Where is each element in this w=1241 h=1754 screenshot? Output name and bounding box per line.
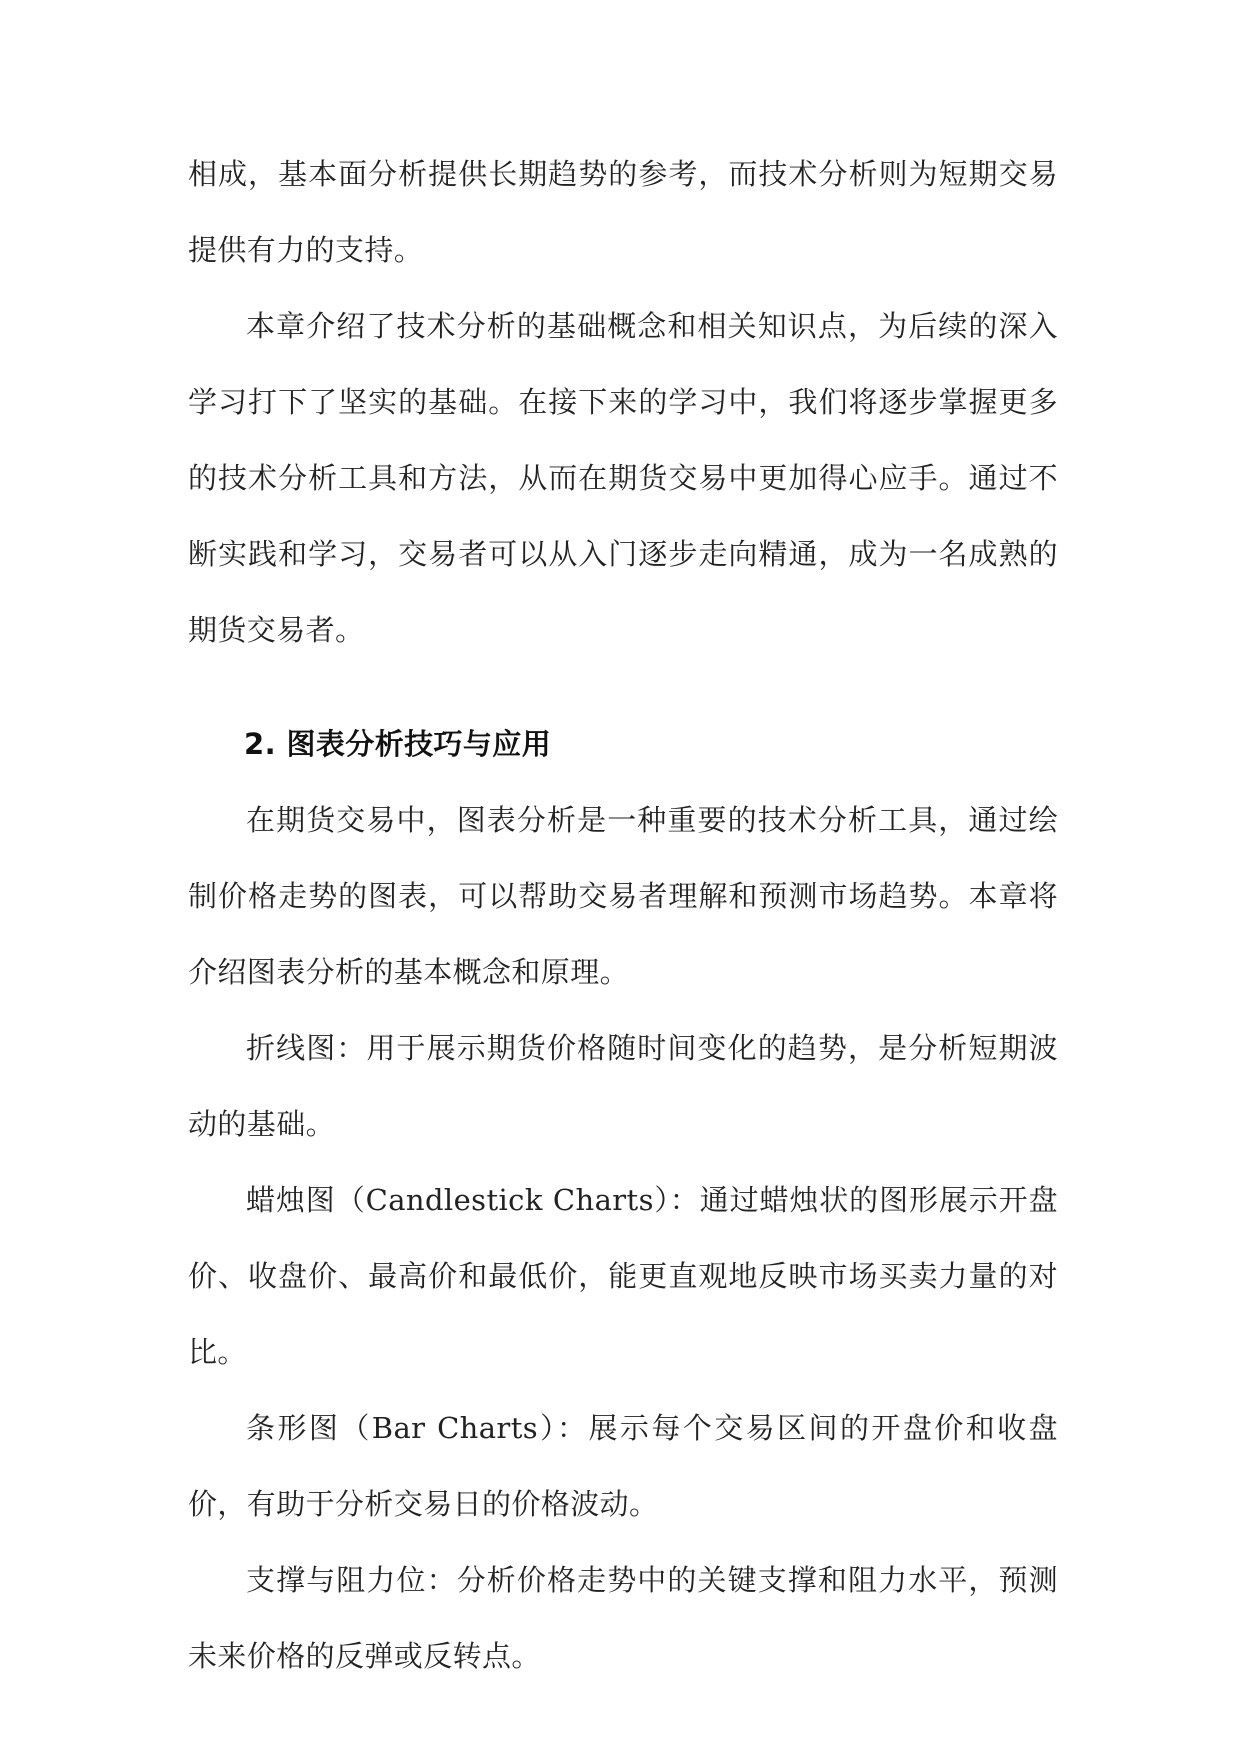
paragraph-continuation: 相成，基本面分析提供长期趋势的参考，而技术分析则为短期交易提供有力的支持。	[188, 157, 1058, 267]
paragraph-support-resistance: 支撑与阻力位：分析价格走势中的关键支撑和阻力水平，预测未来价格的反弹或反转点。	[188, 1563, 1058, 1673]
paragraph-line-chart: 折线图：用于展示期货价格随时间变化的趋势，是分析短期波动的基础。	[188, 1031, 1058, 1141]
document-body	[188, 136, 1058, 1694]
paragraph-bar-chart: 条形图（Bar Charts）：展示每个交易区间的开盘价和收盘价，有助于分析交易日的价格波动。	[188, 1411, 1058, 1521]
paragraph-chapter-summary: 本章介绍了技术分析的基础概念和相关知识点，为后续的深入学习打下了坚实的基础。在接下来的学习中，我们将逐步掌握更多的技术分析工具和方法，从而在期货交易中更加得心应手。通过不断实践和学习，交易者可以从入门逐步走向精通，成为一名成熟的期货交易者。	[188, 309, 1058, 647]
section-heading: 2. 图表分析技巧与应用	[244, 727, 552, 761]
paragraph-chart-analysis-intro: 在期货交易中，图表分析是一种重要的技术分析工具，通过绘制价格走势的图表，可以帮助交易者理解和预测市场趋势。本章将介绍图表分析的基本概念和原理。	[188, 803, 1058, 989]
paragraph-candlestick-chart: 蜡烛图（Candlestick Charts）：通过蜡烛状的图形展示开盘价、收盘价、最高价和最低价，能更直观地反映市场买卖力量的对比。	[188, 1183, 1058, 1369]
